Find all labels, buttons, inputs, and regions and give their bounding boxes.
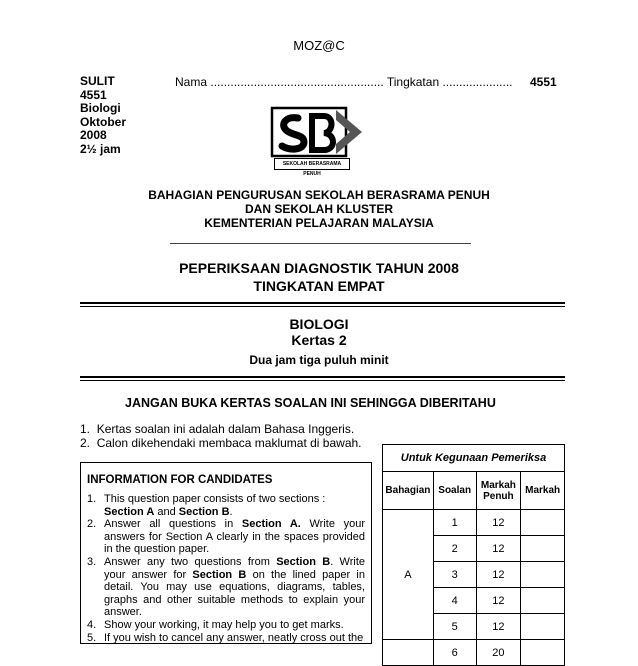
header-bahagian: Bahagian	[383, 472, 434, 510]
logo-caption: SEKOLAH BERASRAMA PENUH	[274, 158, 350, 170]
intro-item: 1. Kertas soalan ini adalah dalam Bahasa Inggeris.	[80, 422, 355, 436]
doc-month: Oktober	[80, 114, 127, 129]
section-cell-b	[383, 640, 434, 666]
divider-bottom	[80, 376, 565, 378]
subject-duration: Dua jam tiga puluh minit	[249, 353, 389, 367]
divider-top	[80, 302, 565, 304]
org-block	[0, 188, 638, 230]
soalan-cell: 5	[433, 614, 476, 640]
header-soalan: Soalan	[433, 472, 476, 510]
doc-info-block	[80, 75, 126, 156]
name-dots: ....................................................	[210, 75, 384, 89]
marks-table	[382, 444, 565, 666]
penuh-cell: 20	[476, 640, 521, 666]
penuh-cell: 12	[476, 614, 521, 640]
doc-duration: 2½ jam	[80, 141, 121, 156]
soalan-cell: 3	[433, 562, 476, 588]
markah-cell[interactable]	[521, 614, 565, 640]
markah-cell[interactable]	[521, 640, 565, 666]
org-line2: DAN SEKOLAH KLUSTER	[244, 202, 393, 216]
divider-bottom-thin	[80, 380, 565, 381]
info-box	[80, 462, 372, 644]
info-title: INFORMATION FOR CANDIDATES	[87, 474, 273, 486]
subject-paper: Kertas 2	[291, 332, 347, 348]
markah-cell[interactable]	[521, 588, 565, 614]
penuh-cell: 12	[476, 510, 521, 536]
exam-title	[0, 259, 638, 295]
class-dots: .....................	[442, 75, 513, 89]
subject-block	[0, 316, 638, 368]
doc-code-sulit: SULIT	[80, 74, 115, 88]
info-item: 5. If you wish to cancel any answer, neatly cross out the	[87, 631, 364, 644]
divider-top-thin	[80, 306, 565, 307]
info-list	[87, 493, 365, 644]
info-item: 2. Answer all questions in Section A. Write your answers for Section A clearly in the spaces provided in the question paper.	[87, 518, 365, 556]
doc-subject: Biologi	[80, 101, 121, 115]
org-line1: BAHAGIAN PENGURUSAN SEKOLAH BERASRAMA PENUH	[148, 188, 490, 202]
markah-cell[interactable]	[521, 562, 565, 588]
info-item: 4. Show your working, it may help you to get marks.	[87, 618, 344, 631]
sbp-logo	[270, 106, 366, 177]
org-line3: KEMENTERIAN PELAJARAN MALAYSIA	[204, 216, 434, 230]
exam-title-line2: TINGKATAN EMPAT	[253, 278, 385, 294]
header-watermark: MOZ@C	[293, 38, 345, 53]
name-class-line	[175, 75, 512, 89]
markah-cell[interactable]	[521, 510, 565, 536]
marks-table-title: Untuk Kegunaan Pemeriksa	[383, 445, 565, 472]
info-item: 1. This question paper consists of two sections : Section A and Section B.	[87, 493, 326, 518]
subject-name: BIOLOGI	[289, 316, 349, 332]
header-markah: Markah	[521, 472, 565, 510]
doc-year: 2008	[80, 128, 107, 142]
doc-code-right: 4551	[530, 75, 557, 89]
penuh-cell: 12	[476, 588, 521, 614]
class-label: Tingkatan	[386, 75, 440, 89]
header-markah-penuh: Markah Penuh	[476, 472, 521, 510]
soalan-cell: 4	[433, 588, 476, 614]
soalan-cell: 6	[433, 640, 476, 666]
intro-item: 2. Calon dikehendaki membaca maklumat di bawah.	[80, 436, 362, 450]
name-label: Nama	[175, 75, 208, 89]
soalan-cell: 1	[433, 510, 476, 536]
penuh-cell: 12	[476, 536, 521, 562]
warning-text: JANGAN BUKA KERTAS SOALAN INI SEHINGGA DIBERITAHU	[125, 396, 496, 410]
intro-list	[80, 422, 362, 450]
markah-cell[interactable]	[521, 536, 565, 562]
doc-code: 4551	[80, 87, 107, 102]
exam-title-line1: PEPERIKSAAN DIAGNOSTIK TAHUN 2008	[179, 260, 459, 276]
org-divider	[170, 243, 471, 244]
penuh-cell: 12	[476, 562, 521, 588]
section-cell: A	[383, 510, 434, 640]
soalan-cell: 2	[433, 536, 476, 562]
info-item: 3. Answer any two questions from Section B. Write your answer for Section B on the lined paper in detail. You may use equations, diagrams, tables, graphs and other suitable methods to explain your answer.	[87, 555, 366, 619]
